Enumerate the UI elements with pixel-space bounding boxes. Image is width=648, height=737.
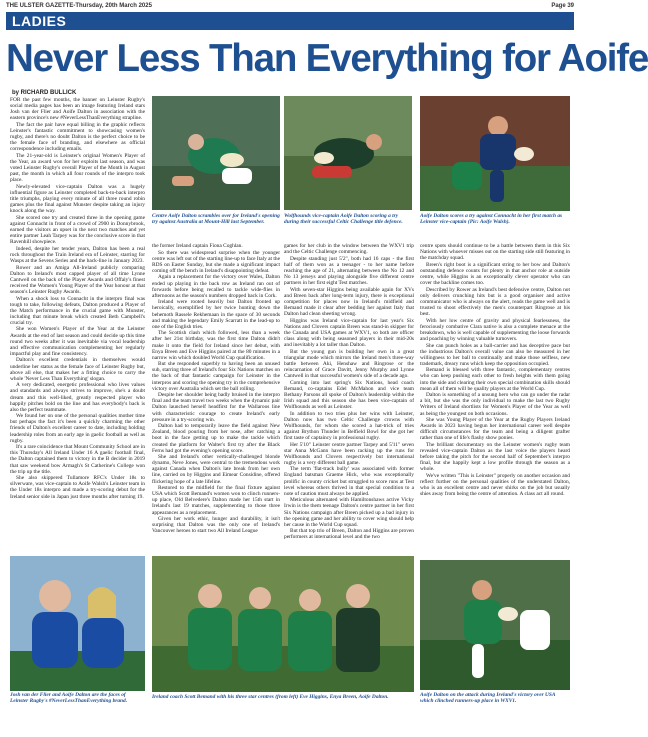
- paragraph: She won Women's Player of the Year at the Leinster Awards at the end of last season and could decide up this time round two weeks after it was inevitable via vocal leadership and effective communication complementing her regularly impactful play and fine consistency.: [10, 326, 145, 357]
- photo-scores-against-connacht: [420, 96, 570, 211]
- paragraph: games for her club in the window between the WXV1 trip and the Celtic Challenge commencing.: [284, 243, 414, 256]
- paragraph: The term 'flat-track bully' was associated with former England batsman Graeme Hick, who was exceptionally prolific in county cricket but struggled to score runs at Test level whereas others thrived in that special condition to a note of caution must always be applied.: [284, 466, 414, 497]
- paragraph: The fact the pair have equal billing in the graphic reflects Leinster's fantastic commitment to showcasing women's rugby, and there's no doubt Dalton is the perfect choice to be the female face of branding, and elsewhere as official correspondence including emails.: [10, 121, 145, 153]
- paragraph: Meticulous alternated with Hamiltonshaws active Vicky Irwin is the them teenage Dalton's centre partner in her first Six Nations campaign after Breen picked up a bad injury in the opening game and her ability to cover wing should help her cause in the World Cup squad.: [284, 497, 414, 528]
- paragraph: She scored one try and created three in the opening game against Connacht in front of a crowd of 2900 in Donnybrook, earned the visitors an upset in the next two matches and yet entire partner Leah Tarpey was for the conclusive score in that Ravenhill showpiece.: [10, 214, 145, 246]
- paragraph: Described by Rower as Ireland's best defensive centre, Dalton not only delivers crunching hits but is a good organiser and active communicator who is always on the alert, reads the game well and is trusted to shoot effectively the men's counterpart Ringrose at his best.: [420, 286, 570, 318]
- publication-line: THE ULSTER GAZETTE-Thursday, 20th March 2025: [6, 3, 152, 9]
- paragraph: The Scottish clash which followed, less than a week after her 21st birthday, was the first time Dalton didn't make it onto the field for Ireland since her debut, with Enya Breen and Eve Higgins paired at the 80 minutes in a narrow win which doubled World Cup qualification.: [152, 330, 280, 361]
- article-column-3: [284, 243, 414, 553]
- paragraph: Dalton is something of a unsung hero who can go under the radar a bit, but she was the only individual to make the last two Rugby Writers of Ireland shortlists for Women's Player of the Year as well as being the youngest on both occasions.: [420, 392, 570, 417]
- paragraph: Dalton had to temporarily leave the field against New Zealand, blood pouring from her nose, after catching a boot in the face getting up to make the tackle which created the platform for Walter's first try after the Black Ferns had got the evening's opening score.: [152, 423, 280, 454]
- paragraph: When a shock loss to Connacht in the interpro final was tough to take, following defeats, Dalton produced a Player of the Match performance in the crucial game with Munster, including that minute break which created Beth Campbell's crucial try.: [10, 295, 145, 326]
- paragraph: She can punch holes as a ball-carrier and has deceptive pace but the industrious Dalton's overall value can also be measured in her willingness to her ball to continually and make those selfless, new trademark, dreary runs which keep the opposition occupied.: [420, 342, 570, 367]
- headline: Never Less Than Everything for Aoife: [6, 37, 648, 80]
- paragraph: With her low centre of gravity and physical fearlessness, the ferociously combative Clara native is also a complete menace at the breakdown, who is well capable of supplementing the loose forwards and poaching by winning valuable turnovers.: [420, 317, 570, 342]
- paragraph: Newly-elevated vice-captain Dalton was a hugely influential figure as Leinster completed back-to-back interpro title triumphs, playing every minute of all three round robin games plus the final against Munster despite taking an injury knock along the way.: [10, 183, 145, 215]
- paragraph: But the young gun is building her own in a great triangular mode which mirrors the Ireland men's three-way battle between Aki, Henshaw and Ringrose or the reincarnation of Grace Davitt, Jenny Murphy and Lynne Cantwell in that successful women's side of a decade ago.: [284, 348, 414, 379]
- paragraph: Despite her shoulder being badly bruised in the interpro final and the team travel two weeks when the dynamic pair Dalton launched herself headfirst for the Wallaroos line with characteristic courage to create Ireland's early pressure in a try-scoring win.: [152, 392, 280, 423]
- paragraph: With seven-star Higgins being available again for XVs and Breen back after long-term injury, there is exceptional competition for places now in Ireland's midfield and Bemand made it clear after bedding her against Italy that Dalton had clean sheeting wrong.: [284, 286, 414, 318]
- caption-photo-6: Aoife Dalton on the attack during Ireland's victory over USA which clinched runners-up place in WXV1.: [420, 692, 556, 704]
- photo-coach-with-centres: [152, 556, 414, 692]
- article-column-2: [152, 243, 280, 553]
- paragraph: The brilliant documentary on the Leinster women's rugby team revealed vice-captain Dalton as the last voice the players heard before taking the pitch for the second half of September's interpro final, but she happily kept a low profile through the season as a whole.: [420, 442, 570, 473]
- paragraph: Ireland were rooted heavily but Dalton fronted up heroically, exemplified by her twice hunting down the behemoth Rassele Rekhemaan in the space of 30 seconds and making the legendary Emily Scarratt in the lead-up to one of the English tries.: [152, 299, 280, 330]
- paragraph: The 21-year-old is Leinster's original Women's Player of the Year, an award won for her exploits last season, and was voted Leinster Rugby's overall Player of the Month in August past, the month in which all four rounds of the interpro took place.: [10, 152, 145, 184]
- caption-photo-3: Aoife Dalton scores a try against Connacht in her first match as Leinster vice-captain (Pic: Aoife Walsh).: [420, 213, 563, 225]
- paragraph: Her 5'10" Leinster centre partner Tarpey and 5'11" seven star Anna McGann have been racking up the runs for Wolfhounds and Clovers respectively but international rugby is a very different ball game.: [284, 441, 414, 466]
- paragraph: But that top trio of Breen, Dalton and Higgins are proven performers at international level and the two: [284, 528, 414, 541]
- paragraph: Given her work ethic, hunger and durability, it isn't surprising that Dalton was the only one of Ireland's Vancouver heroes to start two All Ireland League: [152, 516, 280, 535]
- byline: by RICHARD BULLICK: [12, 90, 77, 96]
- paragraph: In addition to two tries plus her wins with Leinster, Dalton now has two Celtic Challenge crowns with Wolfhounds, for whom she scored a hat-trick of tries against Brython Thunder in Belfield Bowl for she got her first taste of captaincy in professional rugby.: [284, 410, 414, 441]
- paragraph: Breen's right boot is a significant string to her bow and Dalton's outstanding defence counts for plenty in that anchor role at outside centre, while Higgins is an exceptionally clever operator who can cover the backline comes too.: [420, 261, 570, 287]
- section-label: LADIES: [12, 13, 67, 29]
- paragraph: We've written "This is Leinster" properly on another occasion and reflect further on the personal qualities of the understated Dalton, who is an excellent centre and never shirks on the job but usually shies away from being the centre of attention. A class act all round.: [420, 472, 570, 498]
- page-number: Page 39: [551, 3, 574, 9]
- section-banner: [6, 12, 574, 30]
- page-header: [6, 2, 574, 11]
- paragraph: Higgins was Ireland vice-captain for last year's Six Nations and Clovers captain Breen was stand-in skipper for the Canada and USA games at WXV1, so both are officer class along with being seasoned players in their mid-20s and inevitably a lot taller than Dalton.: [284, 317, 414, 348]
- paragraph: Indeed, despite her tender years, Dalton has been a real rock throughout the Train Ireland era of Leinster, starring for Wasps at the Sevens Series and the back-line in January 2023.: [10, 245, 145, 264]
- caption-photo-4: Josh van der Flier and Aoife Dalton are the faces of Leinster Rugby's #NeverLessThanEverything brand.: [10, 692, 128, 704]
- paragraph: A very dedicated, energetic professional who lives values and standards and always strives to improve, she's a doubt dream and this well-liked, greatly respected player who happily pitches bold on the line and has everybody's back is also the perfect teammate.: [10, 382, 145, 413]
- paragraph: Dalton's excellent credentials in themselves would underline her status as the female face of Leinster Rugby but, above all else, that makes her a fitting choice to carry the whole 'Never Less Than Everything' slogan.: [10, 357, 145, 382]
- paragraph: centre spots should continue to be a battle between them in this Six Nations with whoever misses out on the starting side still featuring in the matchday squad.: [420, 243, 570, 262]
- paragraph: We found her on one of the personal qualities mother time but perhaps the fact it's been a quickly charming the other friends of Dalton's excellent career to date, including holding leadership roles from an early age in gaelic football as well as rugby.: [10, 413, 145, 444]
- paragraph: Restored to the midfield for the final fixture against USA which Scott Bemand's women won to clinch runners-up place, Old Belvedere's Dalton made her 15th start in Ireland's last 19 matches, supplementing to those three appearances as a replacement.: [152, 485, 280, 516]
- paragraph: Again a replacement for the victory over Wales, Dalton ended up playing in the back row as Ireland ran out of forwards before being recalled to tackle wide-flies in afternoons as the season's numbers dropped back in Cork.: [152, 274, 280, 299]
- paragraph: Despite standing just 5'2", both had 16 caps - the first half of them won as a teenager - to her name before reaching the age of 21, alternating between the No 12 and No 13 jerseys and playing alongside five different centre partners in her first eight Test matches.: [284, 255, 414, 287]
- paragraph: So there was widespread surprise when the younger centre was left out of the starting line-up to face Italy at the RDS on Easter Sunday, but she made a significant impact coming off the bench in Ireland's disappointing defeat.: [152, 249, 280, 274]
- caption-photo-2: Wolfhounds vice-captain Aoife Dalton scoring a try during their successful Celtic Challenge title defence.: [284, 213, 403, 225]
- photo-attack-vs-usa: [420, 560, 570, 690]
- paragraph: She and Ireland's other vertically-challenged blonde dynamo, Neve Jones, were central to the tremendous work against Canada when Dalton's late break from her own line, carried on by Higgins and Eimear Considine, offered flickering hope of a late lifeline.: [152, 454, 280, 485]
- caption-photo-5: Ireland coach Scott Bemand with his three star centres (from left) Eve Higgins, Enya Breen, Aoife Dalton.: [152, 694, 389, 700]
- caption-photo-1: Centre Aoife Dalton scrambles over for Ireland's opening try against Australia at Mount-Hill last September.: [152, 213, 280, 225]
- paragraph: But she responded superbly to having been an unused sub, starring three of Ireland's four Six Nations matches on the back of that fantastic campaign for Leinster in the interpros and scoring the opening try in the comprehensive victory over Australia which set the ball rolling.: [152, 361, 280, 392]
- paragraph: It's a rare coincidence that Mount Community School are in this Thursday's All Ireland Under 16 A gaelic football final, the Dalton captained them to victory in the B decider in 2019 that saw weekend bow Armagh's St Catherine's College won the trip up the title.: [10, 444, 145, 475]
- paragraph: She also skippered Tullamore RFC's Under 18s to silverware, was vice-captain to Aoife Walsh's Leinster team in the Under 18s interpro and made a try-scoring debut for the Ireland senior side in Japan just three months after turning 19.: [10, 475, 145, 500]
- article-column-4: [420, 243, 570, 558]
- paragraph: She was Young Player of the Year at the Rugby Players Ireland Awards in 2023 having begun her international career well despite difficult circumstances for the team and being a diligent grafter rather than one of life's flashy show ponies.: [420, 417, 570, 442]
- photo-leinster-faces: [10, 556, 145, 691]
- photo-wolfhounds-try: [284, 96, 412, 210]
- paragraph: Bemand is blessed with three fantastic, complementary centres who can keep pushing each other to fresh heights with them going into the side and clearing their own special combination skills should mean all of them will be quality players at the World Cup.: [420, 367, 570, 392]
- paragraph: Rower and an Amiga All-Ireland publicly comparing Dalton to Ireland's most capped player of all time Lynne Cantwell on the back of the Player Awards and Offaly's finest received the Women's Young Player of the Year honour at that season's Leinster Rugby Awards.: [10, 264, 145, 295]
- paragraph: FOR the past few months, the banner on Leinster Rugby's social media pages has been an image featuring Ireland stars Josh van der Flier and Aoife Dalton in association with the eastern province's new #NeverLessThanEverything strapline.: [10, 97, 145, 122]
- paragraph: Coming into last spring's Six Nations, head coach Bemand, co-captains Edel McMahon and vice team Bethany Parsons all spoke of Dalton's leadership within the Irish squad and this season she has been vice-captain of Wolfhounds as well as Leinster.: [284, 379, 414, 410]
- paragraph: the former Ireland captain Fiona Coghlan.: [152, 243, 243, 249]
- photo-dalton-scrambles-over: [152, 96, 280, 210]
